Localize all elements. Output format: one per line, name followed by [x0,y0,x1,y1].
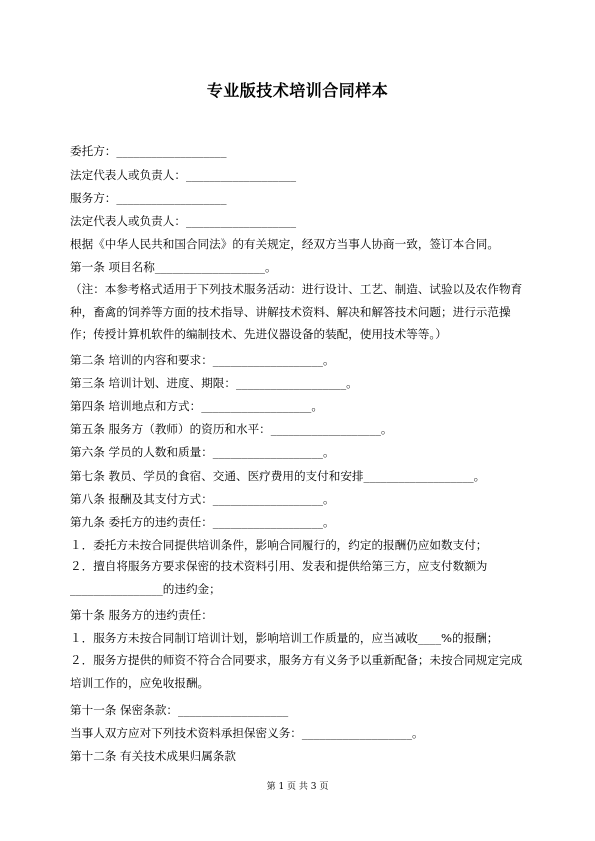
article-9-clause-2: ２．擅自将服务方要求保密的技术资料引用、发表和提供给第三方，应支付数额为________________的违约金； [70,559,488,596]
article-9-clause-1: １．委托方未按合同提供培训条件，影响合同履行的，约定的报酬仍应如数支付； [70,538,488,552]
note-paragraph: （注：本参考格式适用于下列技术服务活动：进行设计、工艺、制造、试验以及农作物育种，畜禽的饲养等方面的技术指导、讲解技术资料、解决和解答技术问题；进行示范操作；传授计算机软件的编制技术、先进仪器设备的装配，使用技术等等。） [70,282,523,342]
confidentiality-line: 当事人双方应对下列技术资料承担保密义务：___________________。 [70,726,424,740]
article-12-line: 第十二条 有关技术成果归属条款 [70,749,236,763]
article-10-clause-2: ２．服务方提供的师资不符合合同要求，服务方有义务予以重新配备；未按合同规定完成培训工作的，应免收报酬。 [70,653,523,690]
article-9-line: 第九条 委托方的违约责任：___________________。 [70,515,335,529]
article-8-line: 第八条 报酬及其支付方式：___________________。 [70,492,335,506]
article-5-line: 第五条 服务方（教师）的资历和水平：___________________。 [70,422,393,436]
service-party-line: 服务方：___________________ [70,191,227,205]
article-7-line: 第七条 教员、学员的食宿、交通、医疗费用的支付和安排___________________。 [70,469,486,483]
article-10-clause-1: １．服务方未按合同制订培训计划，影响培训工作质量的，应当减收____%的报酬； [70,631,499,645]
article-10-line: 第十条 服务方的违约责任： [70,608,213,622]
article-6-line: 第六条 学员的人数和质量：___________________。 [70,445,335,459]
service-representative-line: 法定代表人或负责人：___________________ [70,214,297,228]
article-3-line: 第三条 培训计划、进度、期限：___________________。 [70,376,358,390]
document-title: 专业版技术培训合同样本 [206,81,389,100]
page-number: 第 1 页 共 3 页 [266,782,329,792]
article-2-line: 第二条 培训的内容和要求：___________________。 [70,353,335,367]
client-party-line: 委托方：___________________ [70,144,227,158]
article-1-line: 第一条 项目名称___________________。 [70,260,277,274]
article-4-line: 第四条 培训地点和方式：___________________。 [70,399,323,413]
preamble-paragraph: 根据《中华人民共和国合同法》的有关规定，经双方当事人协商一致，签订本合同。 [70,237,499,251]
article-11-line: 第十一条 保密条款：___________________ [70,703,289,717]
client-representative-line: 法定代表人或负责人：___________________ [70,168,297,182]
